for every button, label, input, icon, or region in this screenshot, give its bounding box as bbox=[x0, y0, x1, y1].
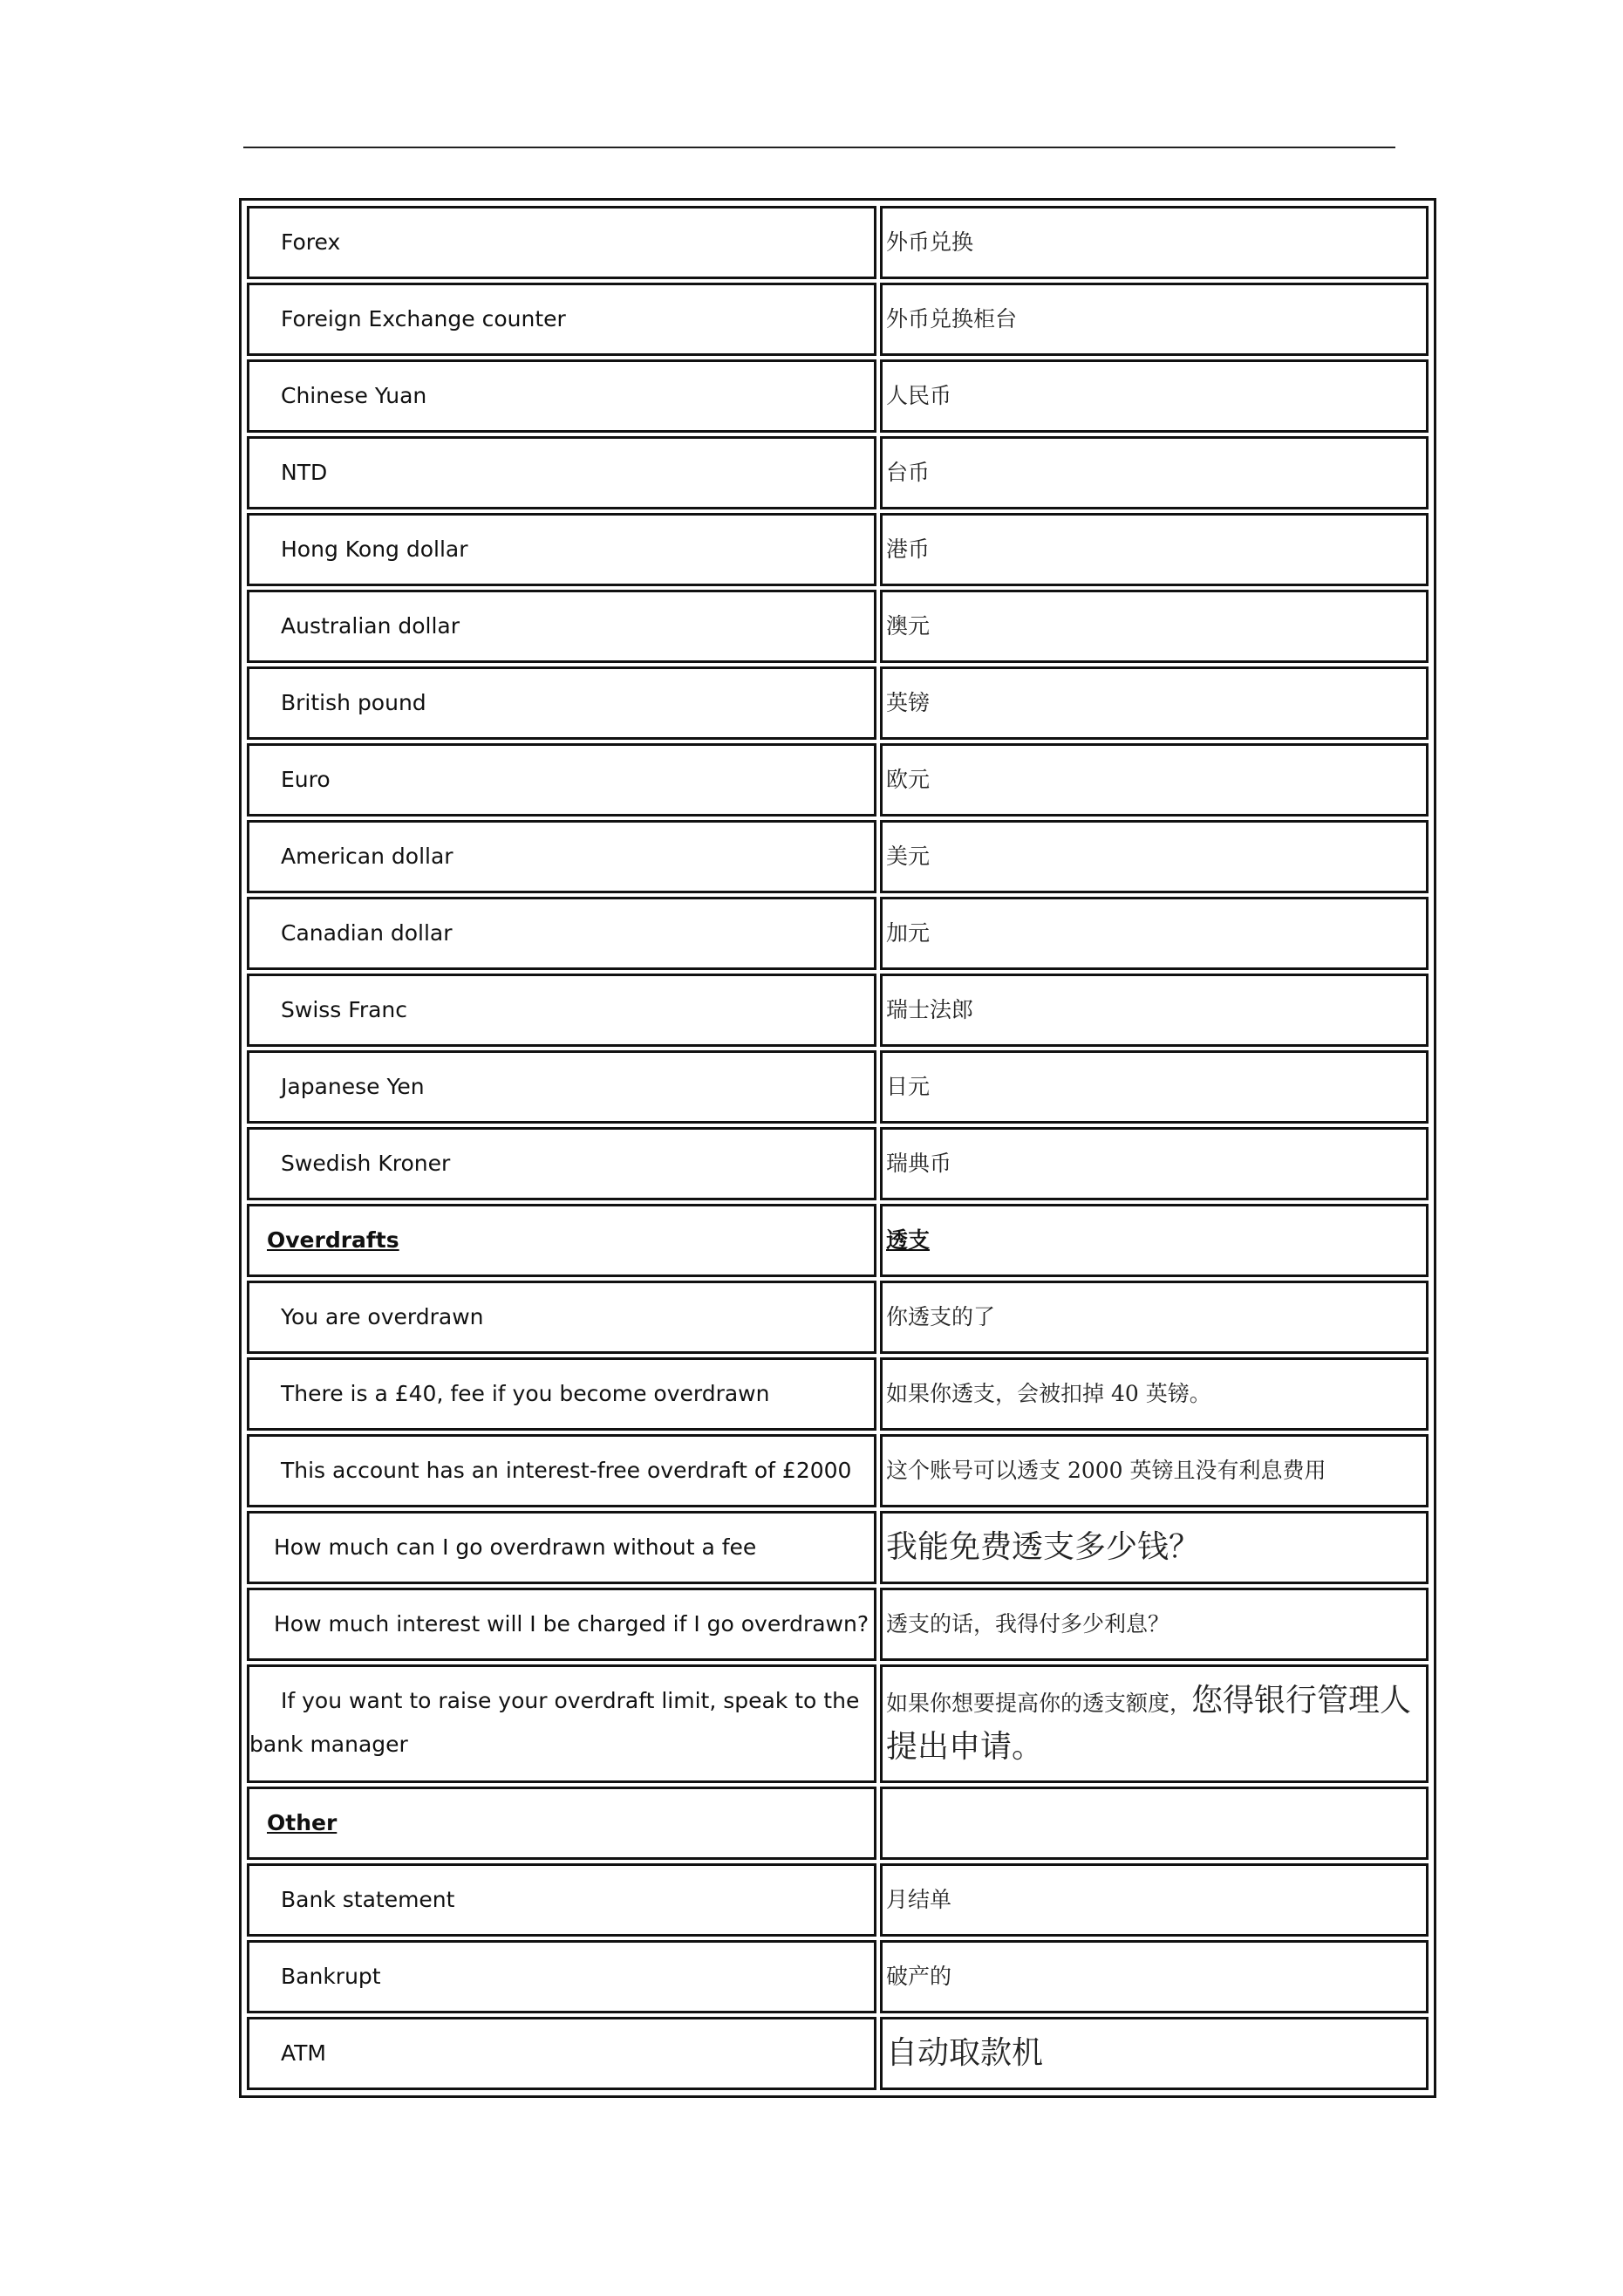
chinese-term: 港币 bbox=[880, 513, 1429, 586]
vocabulary-table bbox=[243, 202, 1432, 2094]
chinese-term: 你透支的了 bbox=[880, 1281, 1429, 1354]
table-row bbox=[247, 1281, 1429, 1354]
table-row bbox=[247, 974, 1429, 1047]
table-row bbox=[247, 1588, 1429, 1661]
chinese-term: 如果你透支，会被扣掉 40 英镑。 bbox=[880, 1357, 1429, 1431]
table-row bbox=[247, 1664, 1429, 1783]
section-heading-overdrafts: Overdrafts bbox=[247, 1204, 876, 1277]
table-row bbox=[247, 590, 1429, 663]
chinese-term: 英镑 bbox=[880, 666, 1429, 740]
english-term: Swiss Franc bbox=[247, 974, 876, 1047]
chinese-term: 瑞士法郎 bbox=[880, 974, 1429, 1047]
section-heading-other: Other bbox=[247, 1787, 876, 1860]
english-term: Canadian dollar bbox=[247, 897, 876, 970]
section-heading-overdrafts-chinese: 透支 bbox=[880, 1204, 1429, 1277]
english-term: Swedish Kroner bbox=[247, 1127, 876, 1200]
english-term: Forex bbox=[247, 206, 876, 279]
table-row bbox=[247, 1511, 1429, 1584]
chinese-term: 美元 bbox=[880, 820, 1429, 893]
table-row bbox=[247, 1127, 1429, 1200]
chinese-term: 人民币 bbox=[880, 359, 1429, 433]
chinese-term: 外币兑换柜台 bbox=[880, 283, 1429, 356]
section-heading-other-chinese bbox=[880, 1787, 1429, 1860]
table-row bbox=[247, 820, 1429, 893]
table-row bbox=[247, 1050, 1429, 1124]
vocabulary-table-frame bbox=[239, 198, 1436, 2098]
section-header-row bbox=[247, 1204, 1429, 1277]
chinese-term: 破产的 bbox=[880, 1940, 1429, 2013]
english-term: British pound bbox=[247, 666, 876, 740]
table-row bbox=[247, 1434, 1429, 1507]
chinese-term: 日元 bbox=[880, 1050, 1429, 1124]
table-row bbox=[247, 1940, 1429, 2013]
english-term: You are overdrawn bbox=[247, 1281, 876, 1354]
table-row bbox=[247, 1357, 1429, 1431]
english-term: How much interest will I be charged if I go overdrawn? bbox=[247, 1588, 876, 1661]
chinese-term: 瑞典币 bbox=[880, 1127, 1429, 1200]
chinese-term: 月结单 bbox=[880, 1863, 1429, 1937]
english-term: This account has an interest-free overdraft of £2000 bbox=[247, 1434, 876, 1507]
table-row bbox=[247, 666, 1429, 740]
table-row bbox=[247, 513, 1429, 586]
table-row bbox=[247, 2017, 1429, 2090]
english-term: Bank statement bbox=[247, 1863, 876, 1937]
chinese-term: 台币 bbox=[880, 436, 1429, 509]
table-row bbox=[247, 436, 1429, 509]
english-term: If you want to raise your overdraft limit, speak to the bank manager bbox=[247, 1664, 876, 1783]
table-row bbox=[247, 743, 1429, 817]
english-term: How much can I go overdrawn without a fee bbox=[247, 1511, 876, 1584]
table-row bbox=[247, 1863, 1429, 1937]
english-term: Foreign Exchange counter bbox=[247, 283, 876, 356]
chinese-term: 自动取款机 bbox=[880, 2017, 1429, 2090]
chinese-term: 外币兑换 bbox=[880, 206, 1429, 279]
chinese-term: 澳元 bbox=[880, 590, 1429, 663]
english-term: ATM bbox=[247, 2017, 876, 2090]
chinese-term: 这个账号可以透支 2000 英镑且没有利息费用 bbox=[880, 1434, 1429, 1507]
english-term: Australian dollar bbox=[247, 590, 876, 663]
chinese-term: 加元 bbox=[880, 897, 1429, 970]
english-term: Chinese Yuan bbox=[247, 359, 876, 433]
english-term: Bankrupt bbox=[247, 1940, 876, 2013]
english-term: American dollar bbox=[247, 820, 876, 893]
english-term: NTD bbox=[247, 436, 876, 509]
chinese-term: 欧元 bbox=[880, 743, 1429, 817]
section-header-row bbox=[247, 1787, 1429, 1860]
table-row bbox=[247, 897, 1429, 970]
english-term: Japanese Yen bbox=[247, 1050, 876, 1124]
table-row bbox=[247, 359, 1429, 433]
header-rule bbox=[243, 147, 1395, 148]
english-term: Hong Kong dollar bbox=[247, 513, 876, 586]
chinese-term-part: 如果你想要提高你的透支额度， bbox=[886, 1691, 1192, 1716]
table-row bbox=[247, 206, 1429, 279]
chinese-term-part: 您得银行管理人提出申请。 bbox=[886, 1683, 1412, 1765]
table-row bbox=[247, 283, 1429, 356]
chinese-term: 我能免费透支多少钱？ bbox=[880, 1511, 1429, 1584]
chinese-term bbox=[880, 1664, 1429, 1783]
chinese-term: 透支的话，我得付多少利息？ bbox=[880, 1588, 1429, 1661]
english-term: Euro bbox=[247, 743, 876, 817]
english-term: There is a £40, fee if you become overdrawn bbox=[247, 1357, 876, 1431]
